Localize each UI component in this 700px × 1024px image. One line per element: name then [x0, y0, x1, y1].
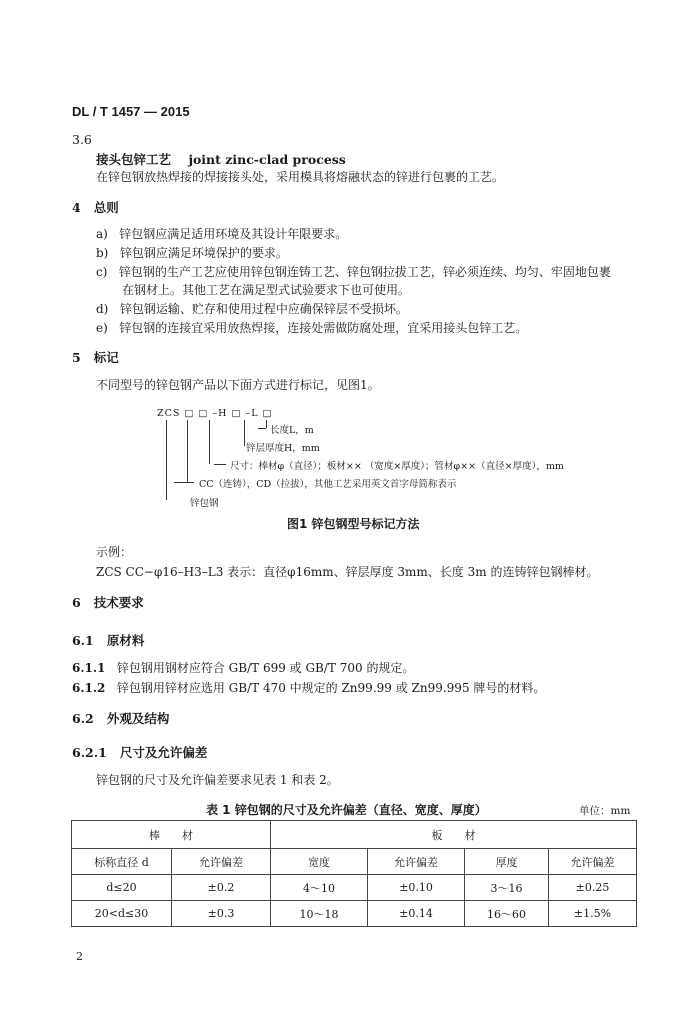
- section-5-title: 标记: [93, 350, 119, 365]
- list-item: [96, 263, 611, 280]
- list-label: d): [96, 302, 109, 316]
- clause-item: [72, 679, 545, 696]
- table-header-cell: 允许偏差: [172, 849, 271, 875]
- figure-label-dimensions: 尺寸：棒材φ（直径）；板材×× （宽度×厚度）；管材φ××（直径×厚度），mm: [230, 461, 564, 472]
- table-cell: ±1.5%: [549, 901, 637, 927]
- table-group-header-bar: 棒 材: [72, 821, 271, 849]
- clause-6-2-heading: [72, 709, 169, 727]
- dimension-tolerance-table: [71, 820, 637, 927]
- clause-6-2-1-heading: [72, 743, 207, 761]
- list-text: 锌包钢运输、贮存和使用过程中应确保锌层不受损坏。: [119, 302, 408, 316]
- clause-3-6-number: 3.6: [72, 132, 92, 147]
- term-title: [96, 150, 346, 168]
- clause-6-2-number: 6.2: [72, 711, 94, 726]
- section-6-heading: [72, 593, 144, 611]
- section-4-heading: [72, 198, 119, 216]
- table-row: [72, 875, 637, 901]
- clause-item-text: 锌包钢用钢材应符合 GB/T 699 或 GB/T 700 的规定。: [116, 661, 415, 675]
- bracket-line: [187, 420, 188, 482]
- clause-item-number: 6.1.2: [72, 681, 106, 695]
- clause-6-1-number: 6.1: [72, 633, 94, 648]
- table-cell: 16～60: [465, 901, 549, 927]
- list-item: [96, 319, 527, 336]
- table-header-cell: 允许偏差: [368, 849, 465, 875]
- list-text: 锌包钢应满足环境保护的要求。: [119, 246, 288, 260]
- figure-label-product: 锌包钢: [190, 498, 219, 509]
- table-header-cell: 标称直径 d: [72, 849, 172, 875]
- leader-line: [174, 482, 194, 483]
- term-definition: 在锌包钢放热焊接的焊接接头处，采用模具将熔融状态的锌进行包裹的工艺。: [96, 170, 505, 184]
- figure-label-length: 长度L，m: [270, 425, 314, 436]
- section-6-number: 6: [72, 595, 81, 610]
- bracket-line: [166, 420, 167, 500]
- leader-line: [258, 428, 266, 429]
- clause-6-2-1-title: 尺寸及允许偏差: [119, 745, 208, 760]
- figure-label-zinc-thickness: 锌层厚度H，mm: [246, 443, 320, 454]
- table-cell: 10～18: [271, 901, 368, 927]
- table-cell: d≤20: [72, 875, 172, 901]
- list-text: 锌包钢应满足适用环境及其设计年限要求。: [119, 227, 348, 241]
- table-title: 表 1 锌包钢的尺寸及允许偏差（直径、宽度、厚度）: [206, 803, 487, 817]
- table-cell: 4～10: [271, 875, 368, 901]
- clause-6-2-title: 外观及结构: [106, 711, 170, 726]
- example-label: 示例：: [96, 545, 133, 559]
- clause-item-text: 锌包钢用锌材应选用 GB/T 470 中规定的 Zn99.99 或 Zn99.995 牌号的材料。: [116, 681, 546, 695]
- table-header-cell: 宽度: [271, 849, 368, 875]
- bracket-line: [266, 420, 267, 428]
- figure-label-process: CC（连铸），CD（拉拔），其他工艺采用英文首字母简称表示: [199, 479, 457, 490]
- clause-6-1-title: 原材料: [106, 633, 145, 648]
- table-cell: ±0.14: [368, 901, 465, 927]
- list-item-continuation: 在钢材上。其他工艺在满足型式试验要求下也可使用。: [122, 283, 411, 297]
- figure-caption: 图1 锌包钢型号标记方法: [287, 517, 420, 531]
- clause-6-2-1-number: 6.2.1: [72, 745, 107, 760]
- list-label: c): [96, 265, 108, 279]
- section-5-heading: [72, 348, 119, 366]
- page-number: 2: [76, 950, 83, 963]
- section-6-title: 技术要求: [93, 595, 144, 610]
- section-5-number: 5: [72, 350, 81, 365]
- standard-number: DL / T 1457 — 2015: [72, 104, 190, 119]
- table-cell: ±0.25: [549, 875, 637, 901]
- table-header-row: [72, 821, 637, 849]
- clause-item: [72, 659, 414, 676]
- clause-item-number: 6.1.1: [72, 661, 106, 675]
- clause-6-2-1-text: 锌包钢的尺寸及允许偏差要求见表 1 和表 2。: [96, 773, 339, 787]
- bracket-line: [209, 420, 210, 464]
- table-header-cell: 允许偏差: [549, 849, 637, 875]
- marking-code: ZCS □ □ –H □ –L □: [157, 408, 273, 419]
- list-text: 锌包钢的生产工艺应使用锌包钢连铸工艺、锌包钢拉拔工艺，锌必须连续、均匀、牢固地包裹: [118, 265, 611, 279]
- table-cell: 20<d≤30: [72, 901, 172, 927]
- table-cell: ±0.10: [368, 875, 465, 901]
- example-text: ZCS CC−φ16–H3–L3 表示：直径φ16mm、锌层厚度 3mm、长度 3m 的连铸锌包钢棒材。: [96, 565, 599, 579]
- table-header-row: [72, 849, 637, 875]
- term-chinese: 接头包锌工艺: [96, 152, 172, 167]
- table-header-cell: 厚度: [465, 849, 549, 875]
- table-cell: ±0.3: [172, 901, 271, 927]
- list-item: [96, 244, 288, 261]
- list-label: b): [96, 246, 109, 260]
- section-4-number: 4: [72, 200, 81, 215]
- list-item: [96, 300, 408, 317]
- section-4-title: 总则: [93, 200, 119, 215]
- list-label: a): [96, 227, 108, 241]
- table-cell: ±0.2: [172, 875, 271, 901]
- marking-intro: 不同型号的锌包钢产品以下面方式进行标记，见图1。: [96, 378, 380, 392]
- list-text: 锌包钢的连接宜采用放热焊接，连接处需做防腐处理，宜采用接头包锌工艺。: [119, 321, 528, 335]
- term-english: joint zinc-clad process: [188, 152, 346, 167]
- clause-6-1-heading: [72, 631, 144, 649]
- leader-line: [214, 464, 226, 465]
- list-label: e): [96, 321, 108, 335]
- table-row: [72, 901, 637, 927]
- table-group-header-plate: 板 材: [271, 821, 637, 849]
- list-item: [96, 225, 347, 242]
- table-unit: 单位：mm: [579, 805, 631, 817]
- bracket-line: [244, 420, 245, 446]
- table-cell: 3～16: [465, 875, 549, 901]
